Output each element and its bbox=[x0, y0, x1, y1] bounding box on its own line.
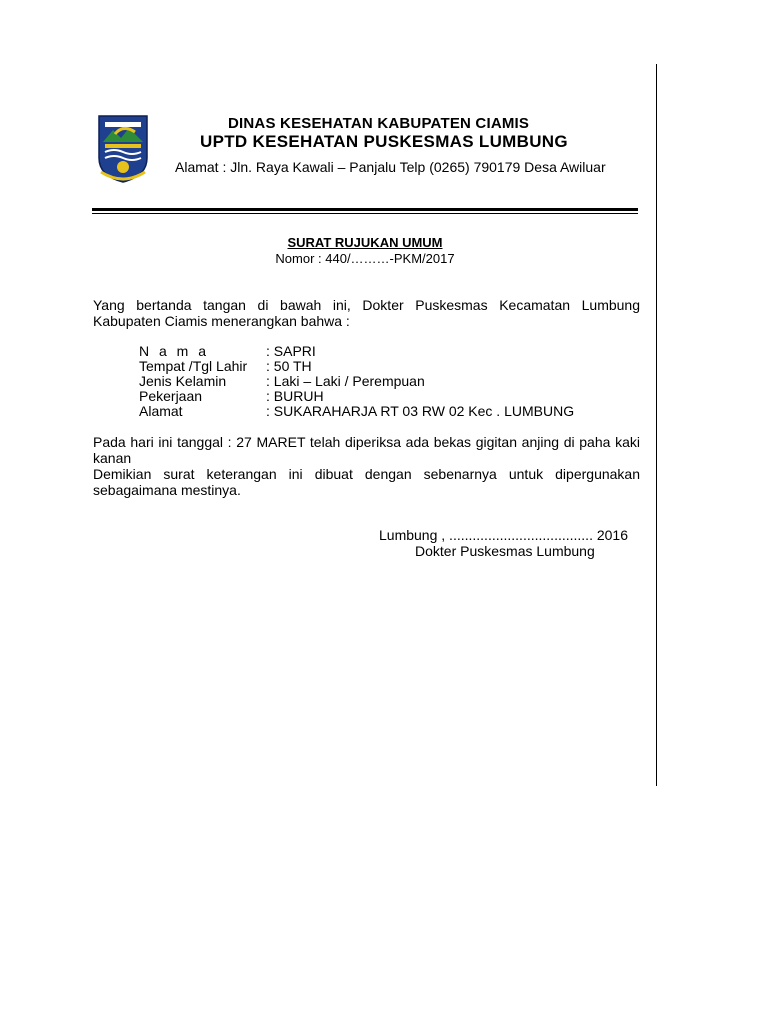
letterhead-rule-thick bbox=[92, 208, 638, 211]
field-value: : Laki – Laki / Perempuan bbox=[266, 373, 425, 389]
field-value: : SAPRI bbox=[266, 343, 316, 359]
field-row-name bbox=[139, 344, 574, 359]
place-date: Lumbung , ..................................... 2016 bbox=[379, 527, 628, 543]
field-row-gender bbox=[139, 374, 574, 389]
letter-number: Nomor : 440/………-PKM/2017 bbox=[275, 251, 455, 266]
letter-title: SURAT RUJUKAN UMUM bbox=[287, 235, 443, 250]
field-value: : SUKARAHARJA RT 03 RW 02 Kec . LUMBUNG bbox=[266, 403, 575, 419]
agency-name: DINAS KESEHATAN KABUPATEN CIAMIS bbox=[228, 115, 530, 132]
field-value: : BURUH bbox=[266, 388, 324, 404]
field-row-address bbox=[139, 404, 574, 419]
agency-address: Alamat : Jln. Raya Kawali – Panjalu Telp (0265) 790179 Desa Awiluar bbox=[175, 159, 606, 175]
field-row-birth bbox=[139, 359, 574, 374]
puskesmas-name: UPTD KESEHATAN PUSKESMAS LUMBUNG bbox=[200, 132, 568, 151]
examination-paragraph: Pada hari ini tanggal : 27 MARET telah diperiksa ada bekas gigitan anjing di paha kaki kanan bbox=[93, 434, 640, 466]
field-row-occupation bbox=[139, 389, 574, 404]
field-value: : 50 TH bbox=[266, 358, 312, 374]
field-label: N a m a bbox=[139, 343, 210, 359]
field-label: Tempat /Tgl Lahir bbox=[139, 358, 248, 374]
signatory-title: Dokter Puskesmas Lumbung bbox=[415, 543, 595, 559]
closing-paragraph: Demikian surat keterangan ini dibuat dengan sebenarnya untuk dipergunakan sebagaimana mestinya. bbox=[93, 466, 640, 498]
patient-details bbox=[139, 344, 574, 419]
field-label: Alamat bbox=[139, 403, 183, 419]
letterhead-rule-thin bbox=[92, 213, 638, 214]
page-edge-line bbox=[656, 64, 657, 786]
field-label: Jenis Kelamin bbox=[139, 373, 227, 389]
field-label: Pekerjaan bbox=[139, 388, 203, 404]
ciamis-emblem-logo bbox=[97, 112, 149, 184]
intro-paragraph: Yang bertanda tangan di bawah ini, Dokter Puskesmas Kecamatan Lumbung Kabupaten Ciamis menerangkan bahwa : bbox=[93, 297, 640, 329]
